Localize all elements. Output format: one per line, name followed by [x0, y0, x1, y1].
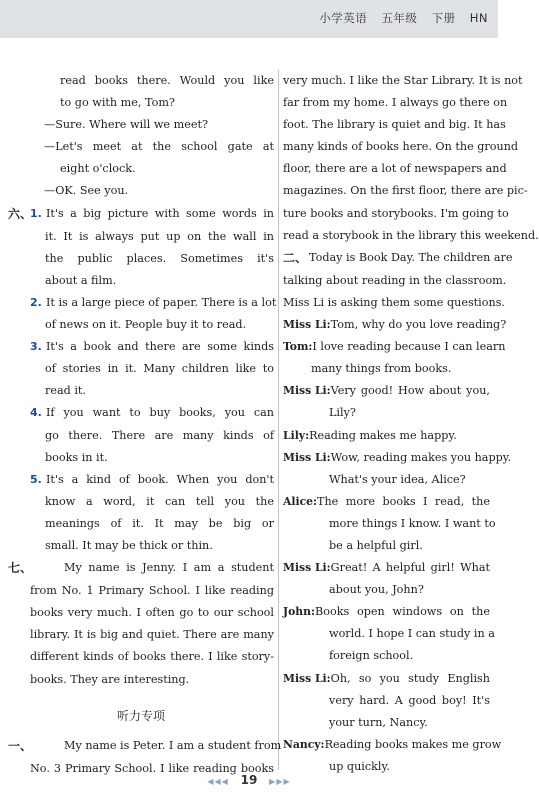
q5-number: 5. — [30, 472, 42, 486]
speech-line: world. I hope I can study in a — [329, 627, 495, 641]
dialog-row — [283, 601, 490, 623]
q1-line: the public places. Sometimes it's — [45, 251, 274, 265]
speech-line: What's your idea, Alice? — [329, 472, 466, 486]
speaker-label: Alice: — [283, 494, 318, 508]
q2-first-line — [8, 292, 277, 314]
q5-line: small. It may be thick or thin. — [45, 538, 213, 552]
passage-line: ture books and storybooks. I'm going to — [283, 206, 509, 220]
speaker-label: John: — [283, 605, 315, 619]
q2-line: of news on it. People buy it to read. — [45, 318, 247, 332]
header-text — [309, 10, 488, 26]
dialog-row — [283, 491, 490, 513]
sec7-line: from No. 1 Primary School. I like reading — [30, 584, 274, 598]
q1-line: about a film. — [45, 273, 117, 287]
header-grade: 五年级 — [381, 11, 418, 25]
section-one-label: 一、 — [8, 738, 33, 753]
q1-line: it. It is always put up on the wall in — [45, 229, 274, 243]
speaker-label: Miss Li: — [283, 318, 331, 332]
speaker-label: Miss Li: — [283, 561, 331, 575]
speech-line: Reading books makes me grow — [324, 737, 502, 751]
page-header — [0, 0, 498, 42]
speech-line: I love reading because I can learn — [312, 340, 506, 354]
sec2-line: Today is Book Day. The children are — [309, 250, 513, 264]
speech-line: more things I know. I want to — [329, 516, 496, 530]
page-footer — [0, 773, 498, 793]
sec7-first-line — [8, 557, 274, 580]
section-six-label: 六、 — [8, 206, 33, 221]
passage-line: foot. The library is quiet and big. It has — [283, 118, 506, 132]
dialog-line: read books there. Would you like — [60, 74, 274, 87]
q4-number: 4. — [30, 406, 42, 420]
sec7-line: books. They are interesting. — [30, 672, 190, 686]
column-divider — [278, 70, 279, 770]
speech-line: Reading makes me happy. — [309, 428, 457, 442]
speech-line: Books open windows on the — [315, 605, 490, 619]
speech-line: Tom, why do you love reading? — [330, 318, 507, 332]
passage-line: very much. I like the Star Library. It is not — [283, 74, 523, 87]
sec2-line: talking about reading in the classroom. — [283, 273, 507, 287]
header-edition: HN — [469, 11, 488, 25]
speech-line: foreign school. — [329, 649, 414, 663]
dialog-row — [283, 314, 507, 336]
q4-first-line — [8, 402, 274, 424]
passage-line: read a storybook in the library this weekend. — [283, 228, 539, 242]
q5-line: It's a kind of book. When you don't — [46, 472, 274, 486]
speaker-label: Lily: — [283, 428, 310, 442]
q5-line: meanings of it. It may be big or — [45, 516, 274, 530]
speech-line: Great! A helpful girl! What — [330, 561, 490, 575]
header-term: 下册 — [431, 11, 456, 25]
passage-line: floor, there are a lot of newspapers and — [283, 162, 507, 176]
section-two-label: 二、 — [283, 250, 308, 265]
left-column — [8, 70, 282, 780]
page-number: 19 — [240, 773, 258, 787]
dialog-line: —Sure. Where will we meet? — [44, 118, 208, 132]
speaker-label: Miss Li: — [283, 450, 331, 464]
speech-line: very hard. A good boy! It's — [329, 693, 490, 707]
listening-title: 听力专项 — [116, 708, 165, 723]
q2-number: 2. — [30, 295, 42, 309]
speech-line: Lily? — [329, 406, 356, 420]
q4-line: books in it. — [45, 450, 108, 464]
q5-line: know a word, it can tell you the — [45, 494, 274, 508]
section-seven-label: 七、 — [8, 561, 33, 576]
dialog-line: to go with me, Tom? — [60, 96, 175, 110]
speaker-label: Nancy: — [283, 737, 325, 751]
q4-line: If you want to buy books, you can — [46, 406, 274, 420]
q3-line: It's a book and there are some kinds — [46, 340, 274, 354]
speech-line: Oh, so you study English — [330, 671, 490, 685]
dialog-row — [283, 447, 512, 469]
dialog-line: —OK. See you. — [44, 184, 129, 198]
sec2-first-line — [283, 247, 513, 270]
dialog-row — [283, 557, 490, 579]
dialog-line: eight o'clock. — [60, 162, 136, 176]
speech-line: your turn, Nancy. — [329, 715, 428, 729]
q3-line: read it. — [45, 384, 86, 398]
dialog-row — [283, 668, 490, 690]
q1-first-line — [8, 203, 274, 226]
dialog-line: —Let's meet at the school gate at — [44, 140, 274, 154]
dialog-row — [283, 336, 506, 358]
sec7-line: different kinds of books there. I like story- — [30, 650, 274, 664]
speech-line: Wow, reading makes you happy. — [330, 450, 512, 464]
passage-line: many kinds of books here. On the ground — [283, 140, 519, 154]
passage-line: magazines. On the first floor, there are pic- — [283, 184, 528, 198]
speaker-label: Miss Li: — [283, 671, 331, 685]
sec7-line: library. It is big and quiet. There are many — [30, 628, 274, 642]
passage-line: far from my home. I always go there on — [283, 96, 508, 110]
speaker-label: Miss Li: — [283, 384, 331, 398]
speech-line: up quickly. — [329, 759, 390, 773]
dialog-row — [283, 425, 490, 447]
q3-line: of stories in it. Many children like to — [45, 362, 274, 376]
sec1-first-line — [8, 735, 282, 758]
speech-line: about you, John? — [329, 583, 424, 597]
q3-number: 3. — [30, 340, 42, 354]
left-arrows-icon: ◀◀◀ — [207, 777, 229, 786]
q2-line: It is a large piece of paper. There is a lot — [46, 295, 277, 309]
q3-first-line — [8, 336, 274, 358]
speech-line: be a helpful girl. — [329, 538, 423, 552]
dialog-row — [283, 380, 490, 402]
header-subject: 小学英语 — [319, 11, 368, 25]
speech-line: Very good! How about you, — [330, 384, 490, 398]
sec7-line: My name is Jenny. I am a student — [64, 561, 274, 575]
dialog-row — [283, 734, 502, 756]
q4-line: go there. There are many kinds of — [45, 428, 274, 442]
q1-number: 1. — [30, 206, 42, 220]
q5-first-line — [8, 469, 274, 491]
sec2-line: Miss Li is asking them some questions. — [283, 295, 505, 309]
speaker-label: Tom: — [283, 340, 313, 354]
sec1-line: My name is Peter. I am a student from — [64, 738, 282, 752]
q1-line: It's a big picture with some words in — [46, 206, 274, 220]
sec1-line: No. 3 Primary School. I like reading books — [30, 761, 274, 775]
speech-line: many things from books. — [311, 362, 452, 376]
right-arrows-icon: ▶▶▶ — [269, 777, 291, 786]
sec7-line: books very much. I often go to our school — [30, 606, 274, 620]
right-column — [283, 70, 539, 778]
speech-line: The more books I read, the — [317, 494, 490, 508]
